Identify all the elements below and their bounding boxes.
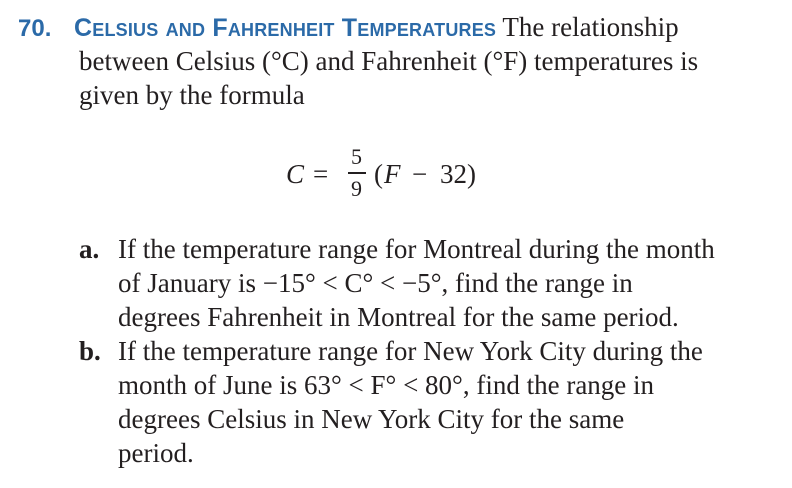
formula-var: F — [384, 159, 401, 189]
part-b-line-2: month of June is 63° < F° < 80°, find the range in — [118, 370, 655, 400]
part-a-label: a. — [79, 234, 100, 264]
formula-open-paren: ( — [374, 159, 383, 189]
intro-line-3: given by the formula — [79, 80, 305, 110]
part-a-line-1: If the temperature range for Montreal during the month — [118, 234, 715, 264]
part-a-line-3: degrees Fahrenheit in Montreal for the same period. — [118, 302, 679, 332]
problem-number: 70. — [18, 15, 52, 42]
part-b-line-4: period. — [118, 438, 194, 468]
formula-numerator: 5 — [351, 144, 362, 169]
formula-denominator: 9 — [351, 176, 362, 201]
part-b-label: b. — [79, 336, 101, 366]
part-a-line-2: of January is −15° < C° < −5°, find the range in — [118, 268, 633, 298]
fraction-bar — [348, 172, 366, 174]
formula-minus: − — [412, 159, 428, 189]
formula-lhs: C — [286, 159, 305, 189]
problem-title: Celsius and Fahrenheit Temperatures — [74, 14, 497, 42]
formula-constant: 32) — [440, 159, 476, 189]
part-b-line-1: If the temperature range for New York City during the — [118, 336, 703, 366]
part-b-line-3: degrees Celsius in New York City for the same — [118, 404, 625, 434]
problem-header — [18, 10, 778, 46]
formula-equals: = — [313, 159, 329, 189]
intro-line-1: The relationship — [502, 12, 679, 42]
intro-line-2: between Celsius (°C) and Fahrenheit (°F) temperatures is — [79, 46, 699, 76]
